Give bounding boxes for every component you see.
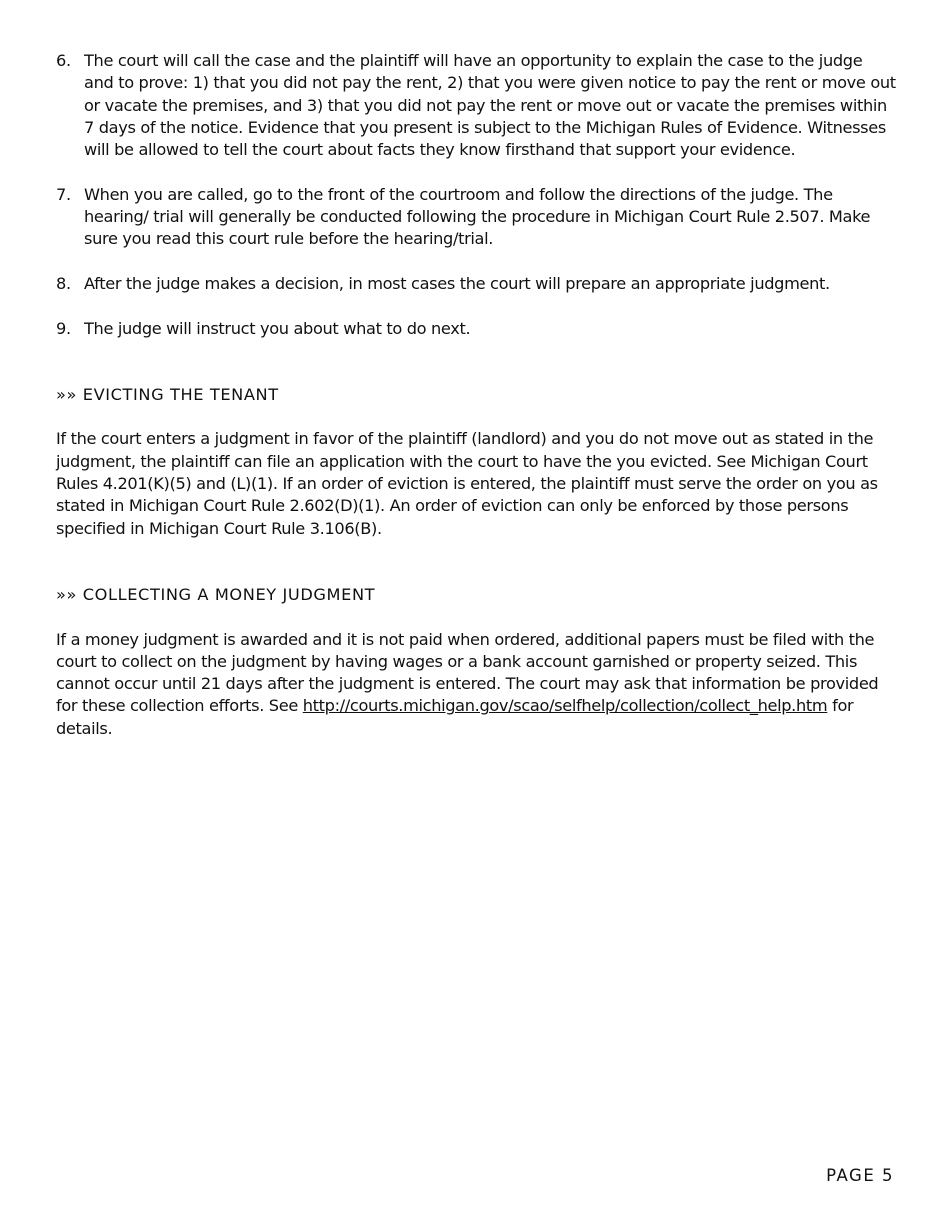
step-number: 8. [56, 273, 71, 293]
step-8 [56, 273, 896, 295]
step-text: When you are called, go to the front of the courtroom and follow the directions of the judge. The hearing/ trial will generally be conducted following the procedure in Michigan Court Rule 2.507. Make sure you read this court rule before the hearing/trial. [84, 184, 871, 249]
collecting-body-text: If a money judgment is awarded and it is not paid when ordered, additional papers must be filed with the court to collect on the judgment by having wages or a bank account garnished or property seized. This cannot occur until 21 days after the judgment is entered. The court may ask that information be provided for these collection efforts. See [56, 629, 879, 716]
step-text: The court will call the case and the plaintiff will have an opportunity to explain the case to the judge and to prove: 1) that you did not pay the rent, 2) that you were given notice to pay the rent or move out or vacate the premises, and 3) that you did not pay the rent or move out or vacate the premises within 7 days of the notice. Evidence that you present is subject to the Michigan Rules of Evidence. Witnesses will be allowed to tell the court about facts they know firsthand that support your evidence. [84, 51, 896, 160]
step-9 [56, 318, 896, 340]
step-6 [56, 50, 896, 161]
step-7 [56, 184, 896, 251]
step-number: 7. [56, 184, 71, 204]
step-text: After the judge makes a decision, in most cases the court will prepare an appropriate judgment. [84, 273, 830, 293]
collecting-body-tail: for details. [56, 696, 854, 738]
collecting-body [56, 629, 896, 740]
step-text: The judge will instruct you about what to do next. [84, 318, 471, 338]
document-page [56, 50, 896, 740]
step-number: 9. [56, 318, 71, 338]
page-number: PAGE 5 [826, 1166, 894, 1185]
evicting-body: If the court enters a judgment in favor of the plaintiff (landlord) and you do not move out as stated in the judgment, the plaintiff can file an application with the court to have the you evicted. See Michigan Court Rules 4.201(K)(5) and (L)(1). If an order of eviction is entered, the plaintiff must serve the order on you as stated in Michigan Court Rule 2.602(D)(1). An order of eviction can only be enforced by those persons specified in Michigan Court Rule 3.106(B). [56, 429, 878, 538]
collection-help-link[interactable]: http://courts.michigan.gov/scao/selfhelp/collection/collect_help.htm [302, 696, 828, 716]
evicting-heading: »» EVICTING THE TENANT [56, 384, 279, 404]
collecting-heading: »» COLLECTING A MONEY JUDGMENT [56, 584, 376, 604]
step-number: 6. [56, 51, 71, 70]
